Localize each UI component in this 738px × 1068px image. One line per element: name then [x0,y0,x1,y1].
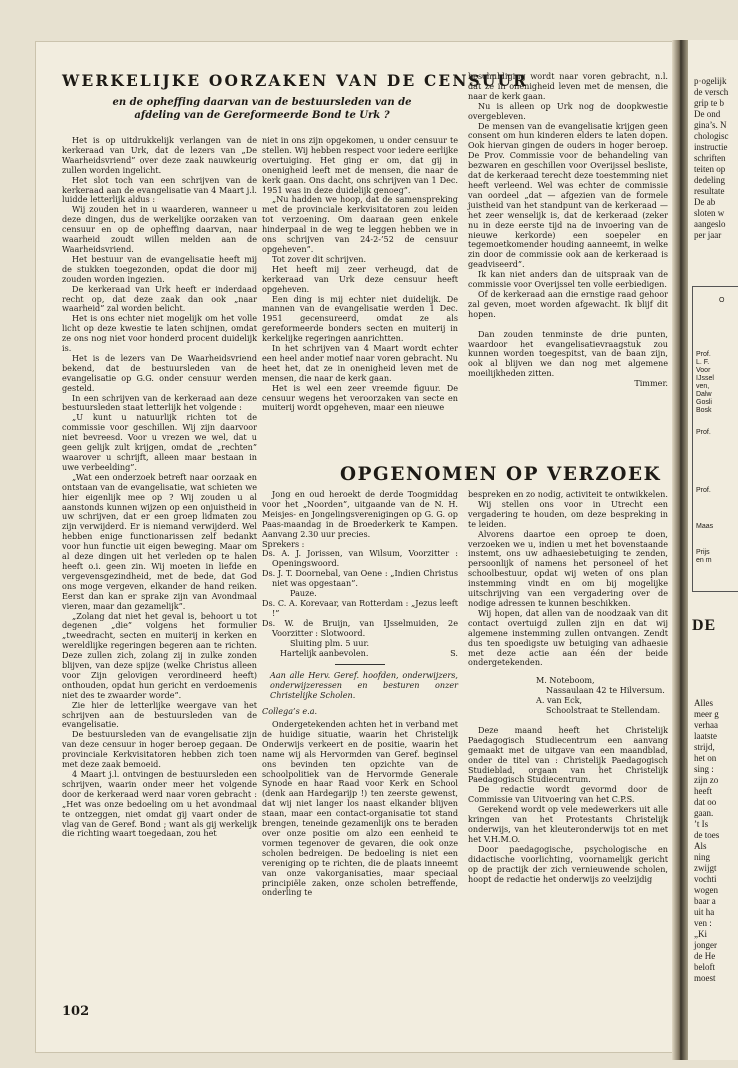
paragraph: Alvorens daartoe een oproep te doen, verzoeken we u, indien u met het bovenstaande instemt, ons uw adhaesiebetuiging te zenden, persoonlijk of namens het personeel of het schoolbestuur, opdat wij weten of ons plan instemming vindt en om bij mogelijke uitschrijving van een vergadering over de nodige adressen te kunnen beschikken. [468,528,668,608]
article-title: WERKELIJKE OORZAKEN VAN DE CENSUUR [62,72,529,90]
article-column-3 [468,72,668,389]
facing-page-line: de He [694,951,716,961]
facing-page-line: ven : [694,918,712,928]
paragraph: Deze maand heeft het Christelijk Paedagogisch Studiecentrum een aanvang gemaakt met de uitgave van een maandblad, onder de titel van : Christelijk Paedagogisch Studieblad, orgaan van het Christelijk Paedagogisch Studiecentrum. [468,724,668,785]
program-item: Ds. W. de Bruijn, van IJsselmuiden, 2e Voorzitter : Slotwoord. [262,617,458,638]
paragraph: bespreken en zo nodig, activiteit te ontwikkelen. [468,489,668,499]
facing-box-line: Prijs en m [696,549,712,564]
facing-page-line: dat oo [694,797,717,807]
subtitle-line: en de opheffing daarvan van de bestuursleden van de [112,97,412,108]
notice-heading: Aan alle Herv. Geref. hoofden, onderwijzers, onderwijzeressen en besturen onzer Christelijke Scholen. [270,670,458,701]
facing-page-line: wogen [694,885,718,895]
program-signature: S. [450,647,458,658]
article-column-2 [262,136,458,413]
facing-page [688,40,738,1060]
paragraph: In een schrijven van de kerkeraad aan deze bestuursleden staat letterlijk het volgende : [62,392,257,413]
facing-page-line: instructie [694,142,728,152]
program-list [262,549,458,658]
facing-page-line: ning [694,852,711,862]
paragraph: Het is ons echter niet mogelijk om het volle licht op deze kwestie te laten schijnen, omdat ze ons nog niet voor honderd procent duidelijk is. [62,313,257,354]
facing-page-line: sloten w [694,208,725,218]
facing-page-line: jonger [694,940,717,950]
program-item: Ds. C. A. Korevaar, van Rotterdam : „Jezus leeft !” [262,597,458,618]
facing-page-line: schriften [694,153,726,163]
facing-page-line: aangeslo [694,219,726,229]
facing-page-line: De ab [694,197,716,207]
paragraph: De redactie wordt gevormd door de Commissie van Uitvoering van het C.P.S. [468,784,668,805]
paragraph: Het is wel een zeer vreemde figuur. De censuur wegens het veroorzaken van secte en muiterij wordt opgeheven, maar een nieuwe [262,382,458,413]
facing-page-line: het on [694,753,717,763]
facing-page-line: vochti [694,874,717,884]
program-item: Hartelijk aanbevolen. [280,647,369,658]
paragraph: Door paedagogische, psychologische en didactische voorlichting, voornamelijk gericht op de practijk der zich vernieuwende scholen, hoopt de redactie het onderwijs zo veelzijdig [468,843,668,884]
facing-page-line: ’t Is [694,819,709,829]
paragraph: Een ding is mij echter niet duidelijk. De mannen van de evangelisatie werden 1 Dec. 1951 gecensureerd, omdat ze als gereformeerde bonders secten en muiterij in kerkelijke regeringen aanrichtten. [262,293,458,344]
notice-column-3 [468,490,668,884]
paragraph: Wij hopen, dat allen van de noodzaak van dit contact overtuigd zullen zijn en dat wij algemene instemming zullen ontvangen. Zendt dus ten spoedigste uw betuiging van adhaesie met deze actie aan één der beide ondergetekenden. [468,607,668,668]
paragraph: Het is op uitdrukkelijk verlangen van de kerkeraad van Urk, dat de lezers van „De Waarheidsvriend” over deze zaak nauwkeurig zullen worden ingelicht. [62,135,257,175]
facing-page-line: laatste [694,731,717,741]
paragraph: Ik kan niet anders dan de uitspraak van de commissie voor Overijssel ten volle eerbiedigen. [468,269,668,290]
article-subtitle [62,96,462,122]
page-number: 102 [62,1004,90,1019]
paragraph: Jong en oud heroekt de derde Toogmiddag voor het „Noorden”, uitgaande van de N. H. Meisjes- en Jongelingsverenigingen op G. G. op Paas-maandag in de Broederkerk te Kampen. Aanvang 2.30 uur precies. [262,489,458,539]
paragraph: Gerekend wordt op vele medewerkers uit alle kringen van het Protestants Christelijk onderwijs, van het kleuteronderwijs tot en met het V.H.M.O. [468,804,668,844]
paragraph: Dan zouden tenminste de drie punten, waardoor het evangelisatievraagstuk zou kunnen worden toegespitst, van de baan zijn, ook al blijven we dan nog met algemene moeilijkheden zitten. [468,328,668,379]
program-item: Sluiting plm. 5 uur. [290,637,370,648]
paragraph: „Nu hadden we hoop, dat de samenspreking met de provinciale kerkvisitatoren zou leiden tot verzoening. Om daaraan geen enkele hinderpaal in de weg te leggen hebben we in ons schrijven van 24-2-’52 de censuur opgeheven”. [262,194,458,254]
facing-box-line: Prof. [696,429,711,436]
facing-page-line: per jaar [694,230,722,240]
facing-page-line: zwijgt [694,863,717,873]
facing-page-line: uit ha [694,907,715,917]
paragraph: Nu is alleen op Urk nog de doopkwestie overgebleven. [468,100,668,121]
divider [335,664,385,665]
paragraph: Tot zover dit schrijven. [272,253,367,264]
paragraph: Wij stellen ons voor in Utrecht een vergadering te houden, om deze bespreking in te leiden. [468,498,668,529]
program-item: Ds. J. T. Doornebal, van Oene : „Indien Christus niet was opgestaan”. [262,568,458,589]
facing-page-line: teiten op [694,164,726,174]
program-item: Ds. A. J. Jorissen, van Wilsum, Voorzitter : Openingswoord. [262,548,458,569]
paragraph: Het is de lezers van De Waarheidsvriend bekend, dat de bestuursleden van de evangelisatie op G.G. onder censuur werden gesteld. [62,352,257,393]
facing-page-line: moest [694,973,716,983]
program-item: Pauze. [290,588,317,599]
facing-page-line: Alles [694,698,713,708]
book-gutter [672,40,688,1060]
signatory-line: Nassaulaan 42 te Hilversum. [546,685,665,696]
subtitle-line: afdeling van de Gereformeerde Bond te Urk ? [134,110,390,121]
paragraph: beschuldiging wordt naar voren gebracht, n.l. dat ze in onenigheid leven met de mensen, die naar de kerk gaan. [468,71,668,101]
paragraph: Het bestuur van de evangelisatie heeft mij de stukken toegezonden, opdat die door mij zouden worden ingezien. [62,253,257,284]
paragraph: „Zolang dat niet het geval is, behoort u tot degenen „die” volgens het formulier „tweedracht, secten en muiterij in kerken en wereldlijke regeringen begeren aan te richten. Deze zullen zich, zolang zij in zulke zonden blijven, van deze spijze (welke Christus alleen voor Zijn gelovigen verordineerd heeft) onthouden, opdat hun gericht en verdoemenis niet des te zwaarder worde”. [62,610,257,700]
facing-page-line: heeft [694,786,712,796]
facing-page-line: beloft [694,962,715,972]
facing-page-line: De ond [694,109,721,119]
paragraph: Zie hier de letterlijke weergave van het schrijven aan de bestuursleden van de evangelisatie. [62,699,257,730]
facing-page-line: resultate [694,186,725,196]
signature: Timmer. [634,378,668,389]
paragraph: „U kunt u natuurlijk richten tot de commissie voor geschillen. Wij zijn daarvoor niet bevreesd. Voor u vrezen we wel, dat u geen gelijk zult krijgen, omdat de „rechten” waarover u schrijft, alleen maar bestaan in uwe verbeelding”. [62,412,257,472]
facing-page-line: p·ogelijk [694,76,727,86]
paragraph: Of de kerkeraad aan die ernstige raad gehoor zal geven, moet worden afgewacht. Ik blijf dit hopen. [468,288,668,319]
facing-page-line: de toes [694,830,720,840]
facing-page-top-text [694,76,738,241]
facing-box-line: Maas [696,523,714,530]
paragraph: In het schrijven van 4 Maart wordt echter een heel ander motief naar voren gebracht. Nu heet het, dat ze in onenigheid leven met de mensen, die naar de kerk gaan. [262,343,458,383]
paragraph: De bestuursleden van de evangelisatie zijn van deze censuur in hoger beroep gegaan. De provinciale Kerkvisitatoren hebben zich toen met deze zaak bemoeid. [62,729,257,770]
signatory-line: A. van Eck, [536,695,583,706]
speakers-label: Sprekers : [262,538,305,549]
facing-page-line: de versch [694,87,729,97]
facing-page-heading: DE [692,617,717,634]
notice-column-2 [262,490,458,898]
paragraph: 4 Maart j.l. ontvingen de bestuursleden een schrijven, waarin onder meer het volgende door de kerkeraad werd naar voren gebracht : „Het was onze bedoeling om u het avondmaal te ontzeggen, niet omdat gij vaart onder de vlag van de Geref. Bond ; want als gij werkelijk die richting waart toegedaan, zou het [62,769,257,839]
facing-page-line: verhaa [694,720,718,730]
section-title: OPGENOMEN OP VERZOEK [340,464,662,485]
paragraph: niet in ons zijn opgekomen, u onder censuur te stellen. Wij hebben respect voor iedere eerlijke overtuiging. Het ging er om, dat gij in onenigheid leeft met de mensen, die naar de kerk gaan. Ons dacht, ons schrijven van 1 Dec. 1951 was in deze duidelijk genoeg”. [262,135,458,195]
signatories [468,676,668,716]
facing-page-bottom-text [694,698,738,984]
facing-page-line: zijn zo [694,775,719,785]
facing-page-line: sing : [694,764,714,774]
facing-page-line: strijd, [694,742,715,752]
paragraph: De mensen van de evangelisatie krijgen geen consent om hun kinderen elders te laten dopen. Ook hiervan gingen de ouders in hoger beroep. De Prov. Commissie voor de behandeling van bezwaren en geschillen voor Overijssel besliste, dat de kerkeraad terecht deze toestemming niet heeft verleend. Wel was echter de commissie van oordeel „dat — afgezien van de formele juistheid van het standpunt van de kerkeraad — het zeer wenselijk is, dat de kerkeraad (zeker nu in deze eerste tijd na de invoering van de nieuwe kerkorde) een soepeler en tegemoetkomender houding aanneemt, in welke zin door de commissie ook aan de kerkeraad is geadviseerd”. [468,120,668,270]
facing-page-line: „Ki [694,929,707,939]
facing-box-line: Prof. [696,487,711,494]
facing-page-line: baar a [694,896,716,906]
paragraph: Wij zouden het in u waarderen, wanneer u deze dingen, dus de werkelijke oorzaken van censuur en op de opheffing daarvan, naar waarheid zoudt willen melden aan de Waarheidsvriend. [62,204,257,254]
facing-page-box [692,286,738,592]
paragraph: „Wat een onderzoek betreft naar oorzaak en ontstaan van de evangelisatie, wat schieten we hier eigenlijk mee op ? Wij zouden u al aanstonds kunnen wijzen op een onjuistheid in uw schrijven, dat er een groep lidmaten zou zijn verwijderd. Er is niemand verwijderd. Wel hebben enige functionarissen zelf bedankt voor hun functie uit eigen beweging. Maar om al deze dingen uit het verleden op te halen heeft o.i. geen zin. Wij moeten in liefde en vergevensgezindheid, met de bede, dat God ons moge vergeven, elkander de hand reiken. Eerst dan kan er sprake zijn van Avondmaal vieren, maar dan gezamelijk”. [62,471,257,611]
paragraph: Ondergetekenden achten het in verband met de huidige situatie, waarin het Christelijk Onderwijs verkeert en de positie, waarin het name wij als Hervormden van Geref. beginsel ons bevinden ten opzichte van de schoolpolitiek van de Hervormde Generale Synode en haar Raad voor Kerk en School (denk aan Hardegarijp !) ten zeerste gewenst, dat wij niet langer los naast elkander blijven staan, maar een contact-organisatie tot stand brengen, teneinde gezamenlijk ons te beraden over onze positie om alzo een eenheid te vormen tegenover de gevaren, die ook onze scholen bedreigen. De bedoeling is niet een vereniging op te richten, die de plaats inneemt van onze vakorganisaties, maar speciaal principiële zaken, onze scholen betreffende, onderling te [262,719,458,898]
facing-box-line: Prof. L. F. Voor IJssel ven, Dalw Gosli Bosk [696,351,714,414]
facing-page-line: meer g [694,709,719,719]
program-footer [262,649,458,659]
signatory-line: M. Noteboom, [536,675,595,686]
facing-page-line: Als [694,841,707,851]
facing-page-line: chologisc [694,131,729,141]
facing-page-line: gina’s. N [694,120,727,130]
facing-page-line: gaan. [694,808,714,818]
paragraph: De kerkeraad van Urk heeft er inderdaad recht op, dat deze zaak dan ook „naar waarheid” zal worden belicht. [62,283,257,314]
signatory-line: Schoolstraat te Stellendam. [546,705,661,716]
facing-box-line: O [719,297,725,304]
paragraph: Het slot toch van een schrijven van de kerkeraad aan de evangelisatie van 4 Maart j.l. luidde letterlijk aldus : [62,174,257,205]
article-column-1 [62,136,257,839]
paragraph: Het heeft mij zeer verheugd, dat de kerkeraad van Urk deze censuur heeft opgeheven. [262,263,458,294]
salutation: Collega’s e.a. [262,706,318,717]
facing-page-line: grip te b [694,98,724,108]
facing-page-line: dedeling [694,175,725,185]
